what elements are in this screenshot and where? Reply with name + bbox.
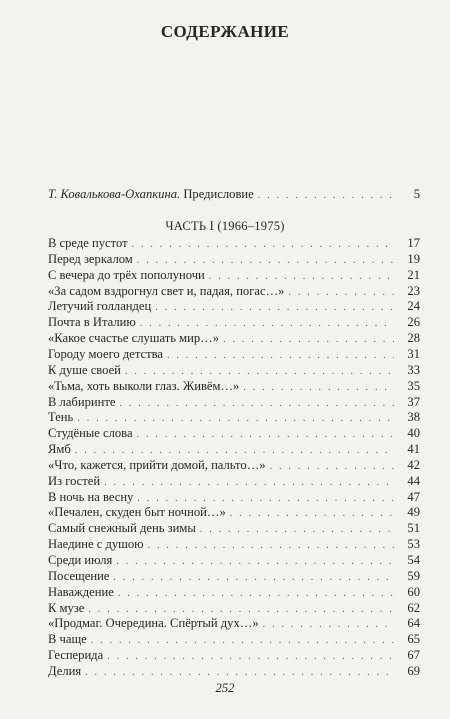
toc-entry-title: «Какое счастье слушать мир…» [48,331,220,346]
section-heading: ЧАСТЬ I (1966–1975) [165,219,285,233]
toc-entry-page: 35 [407,378,420,393]
toc-entry-page: 21 [407,267,420,282]
toc-entry-title: В среде пустот [48,236,128,250]
toc-entry-page: 42 [407,457,420,472]
toc-entry-title: Из гостей [48,473,101,488]
toc-entry-page: 24 [407,299,420,314]
toc-entry-page: 62 [407,600,420,615]
toc-entry-title: Наваждение [48,584,114,599]
toc-entry-title [48,186,254,202]
page-title: СОДЕРЖАНИЕ [160,22,290,41]
toc-entry-page: 51 [407,521,420,536]
toc-entry-page: 59 [407,568,420,583]
toc-entry-page: 38 [407,410,420,425]
toc-entry-page: 47 [407,489,420,504]
toc-entry-page: 23 [407,283,420,298]
toc-entry-title: Городу моего детства [48,346,163,361]
toc-entry-page: 53 [407,537,420,552]
toc-entry-page: 33 [407,362,420,377]
toc-entry-page: 5 [413,187,420,201]
toc-entry-title: «Продмаг. Очередина. Спёртый дух…» [48,616,259,631]
dot-leader [85,665,394,681]
toc-entry-title: «Печален, скуден быт ночной…» [48,505,226,520]
toc-entry-page: 67 [407,648,420,663]
toc-entry-title: Студёные слова [48,426,133,441]
toc-entry-title: Посещение [48,568,110,583]
toc-entry-page: 49 [407,505,420,520]
toc-entry-title: Гесперида [48,648,104,663]
toc-entry-title: Ямб [48,442,71,456]
preface-author: Т. Ковалькова-Охапкина. [48,187,181,201]
toc-entry-title: Перед зеркалом [48,251,133,266]
toc-entry-page: 19 [407,251,420,266]
toc-entry-title: С вечера до трёх пополуночи [48,267,205,282]
toc-entry-page: 44 [407,473,420,488]
toc-entry-preface [48,186,420,204]
toc-entry-title: В чаще [48,632,87,647]
toc-entry-title: Летучий голландец [48,299,152,314]
toc-entry-title: Почта в Италию [48,315,136,330]
toc-entry [48,663,420,681]
toc-entry-page: 69 [407,664,420,678]
toc-entry-page: 65 [407,632,420,647]
toc-entry-page: 40 [407,426,420,441]
toc-entry-page: 54 [407,553,420,567]
toc-entry-page: 17 [407,236,420,250]
toc-entry-title: «Тьма, хоть выколи глаз. Живём…» [48,378,240,393]
toc-entry-title: К музе [48,600,85,615]
toc-entry-page: 28 [407,331,420,346]
toc-entry-title: К душе своей [48,362,121,377]
toc-entry-title: Делия [48,664,82,678]
dot-leader [258,188,394,204]
toc-entry-page: 64 [407,616,420,631]
toc-entry-title: В ночь на весну [48,489,134,504]
toc-entry-page: 26 [407,315,420,330]
toc-entry-page: 41 [407,442,420,456]
page-number: 252 [215,681,235,695]
toc-entry-title: В лабиринте [48,394,116,409]
toc-entry-title: «Что, кажется, прийти домой, пальто…» [48,457,266,472]
toc-entry-title: Наедине с душою [48,537,144,552]
preface-title: Предисловие [180,187,254,201]
toc-entry-title: Самый снежный день зимы [48,521,196,536]
toc-entry-title: Тень [48,410,74,425]
toc-entry-page: 31 [407,346,420,361]
toc-entry-page: 37 [407,394,420,409]
toc-entry-title: «За садом вздрогнул свет и, падая, погас…» [48,283,285,298]
toc-entry-title: Среди июля [48,553,113,567]
toc-entry-page: 60 [407,584,420,599]
